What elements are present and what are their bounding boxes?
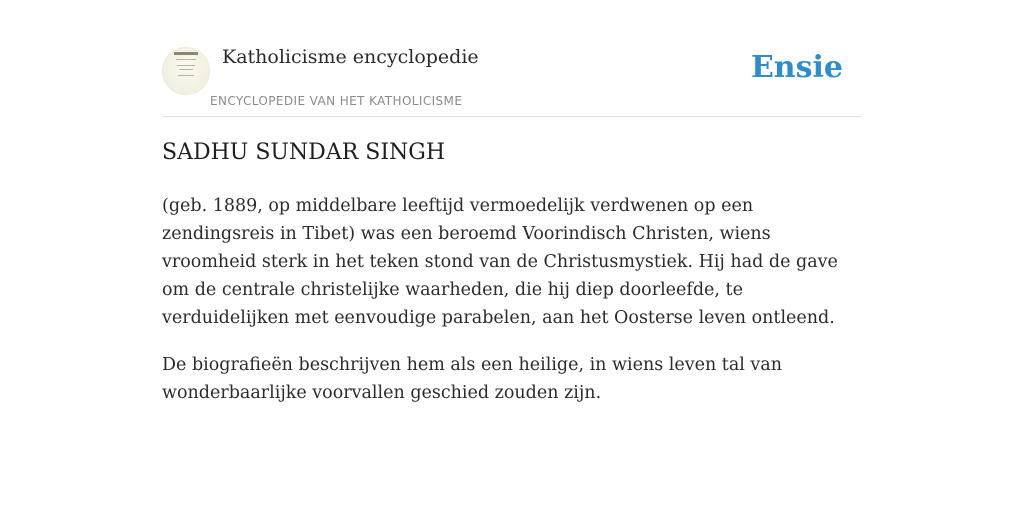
ensie-logo-link[interactable]: Ensie	[750, 50, 843, 85]
cover-text-line	[177, 65, 195, 66]
site-title-link[interactable]: Katholicisme encyclopedie	[222, 46, 479, 68]
cover-text-line	[178, 75, 194, 76]
entry-title: SADHU SUNDAR SINGH	[162, 140, 446, 165]
entry-body	[162, 192, 862, 426]
cover-title-band	[174, 52, 198, 55]
site-subtitle: ENCYCLOPEDIE VAN HET KATHOLICISME	[210, 94, 463, 108]
entry-paragraph: De biografieën beschrijven hem als een heilige, in wiens leven tal van wonderbaarlijke voorvallen geschied zouden zijn.	[162, 355, 783, 403]
encyclopedia-cover-image[interactable]	[162, 47, 210, 95]
site-header	[162, 40, 862, 117]
cover-text-line	[179, 69, 193, 70]
entry-paragraph: (geb. 1889, op middelbare leeftijd vermoedelijk verdwenen op een zendingsreis in Tibet) was een beroemd Voorindisch Christen, wiens vroomheid sterk in het teken stond van de Christusmystiek. Hij had de gave om de centrale christelijke waarheden, die hij diep doorleefde, te verduidelijken met eenvoudige parabelen, aan het Oosterse leven ontleend.	[162, 196, 838, 328]
cover-text-line	[176, 59, 196, 60]
